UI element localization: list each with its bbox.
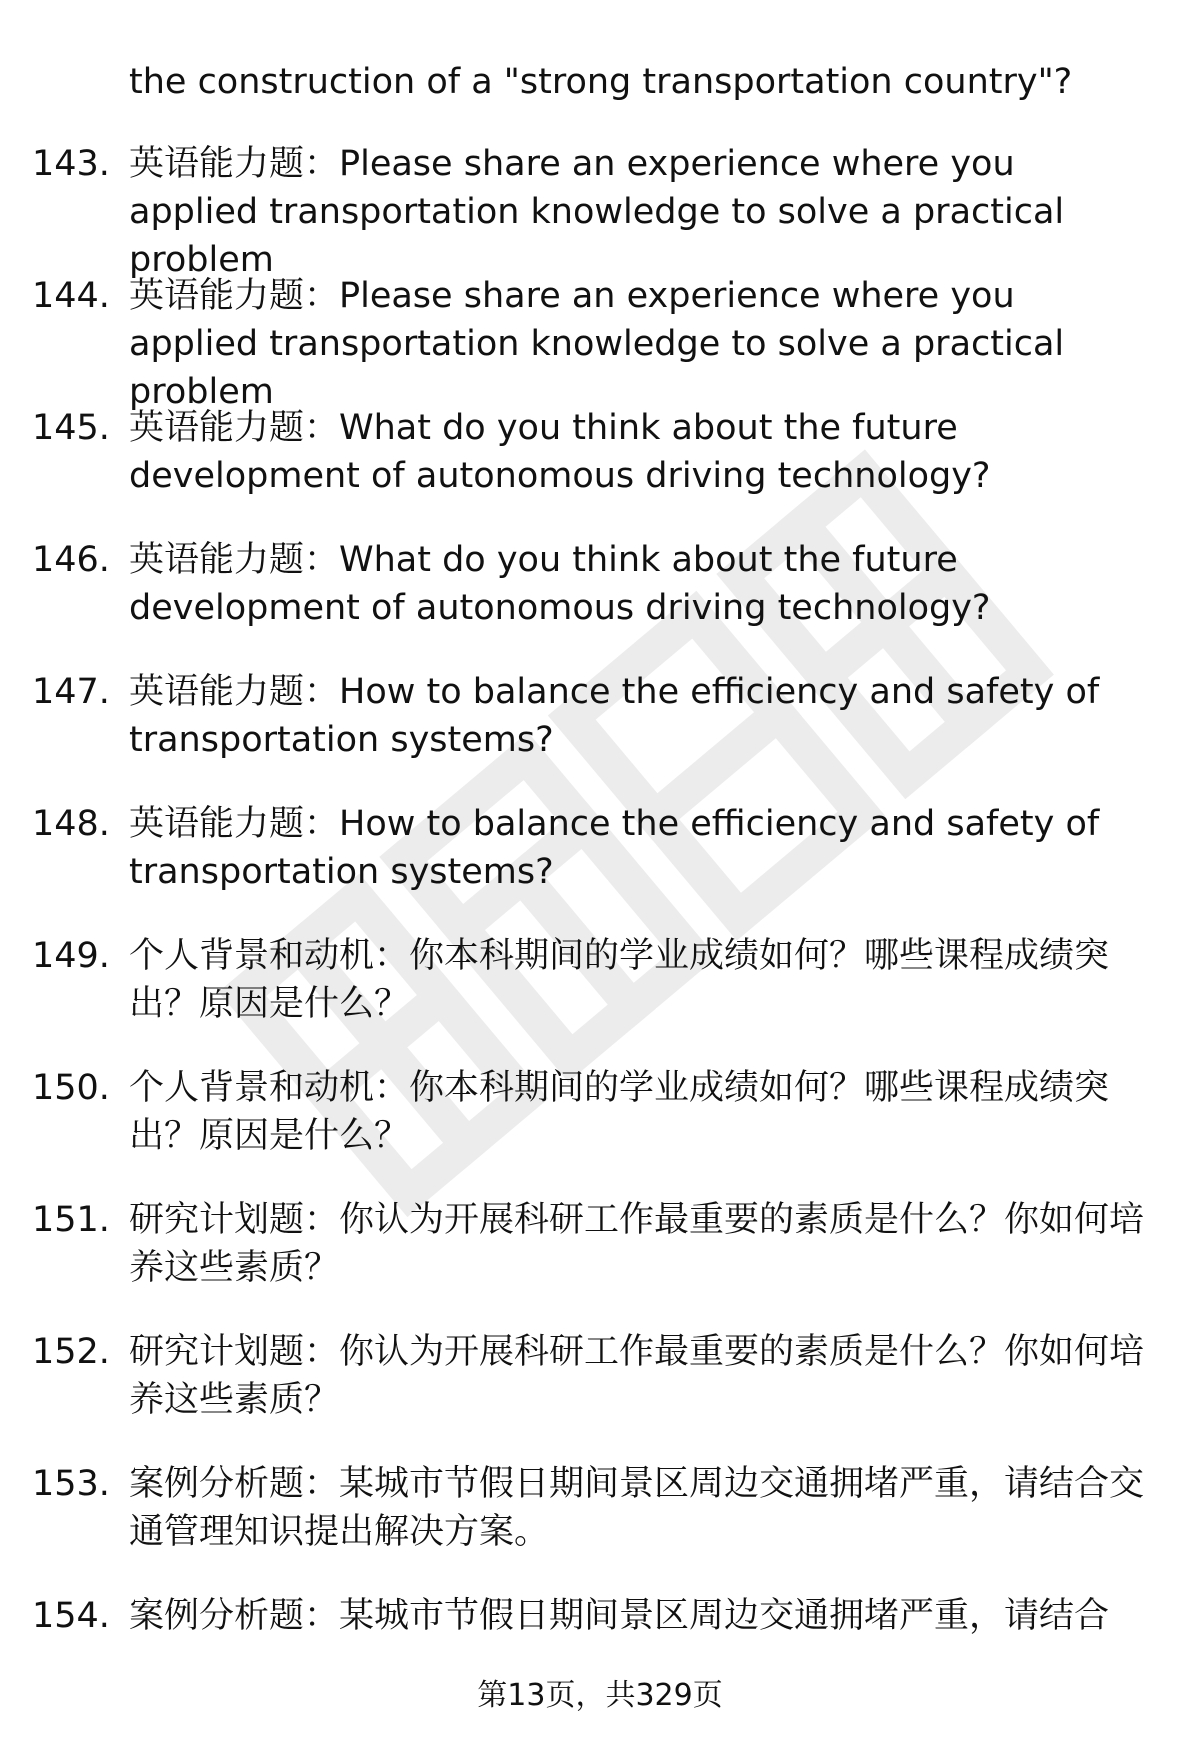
question-number: 151. (32, 1200, 110, 1240)
question-item (0, 1460, 1200, 1592)
question-item (0, 800, 1200, 932)
question-text: 英语能力题：Please share an experience where you applied transportation knowledge to solve a practical problem (129, 144, 1065, 280)
question-number: 153. (32, 1464, 110, 1504)
continuation-text: the construction of a "strong transportation country"? (129, 62, 1073, 102)
question-number: 150. (32, 1068, 110, 1108)
question-number: 143. (32, 144, 110, 184)
question-text: 英语能力题：What do you think about the future development of autonomous driving technology? (129, 540, 991, 628)
question-item (0, 1328, 1200, 1460)
question-number: 152. (32, 1332, 110, 1372)
question-item (0, 272, 1200, 412)
question-number: 145. (32, 408, 110, 448)
question-number: 154. (32, 1596, 110, 1636)
question-item (0, 536, 1200, 668)
question-number: 147. (32, 672, 110, 712)
question-list (0, 140, 1200, 1724)
question-number: 146. (32, 540, 110, 580)
question-text: 英语能力题：What do you think about the future development of autonomous driving technology? (129, 408, 991, 496)
question-text: 英语能力题：How to balance the efficiency and safety of transportation systems? (129, 672, 1100, 760)
question-number: 144. (32, 276, 110, 316)
question-text: 英语能力题：Please share an experience where you applied transportation knowledge to solve a practical problem (129, 276, 1065, 412)
question-item (0, 404, 1200, 536)
question-number: 149. (32, 936, 110, 976)
question-item (0, 1196, 1200, 1328)
question-item (0, 668, 1200, 800)
question-text: 案例分析题：某城市节假日期间景区周边交通拥堵严重，请结合交通管理知识提出解决方案。 (129, 1464, 1145, 1552)
question-text: 研究计划题：你认为开展科研工作最重要的素质是什么？你如何培养这些素质？ (129, 1332, 1145, 1420)
question-text: 案例分析题：某城市节假日期间景区周边交通拥堵严重，请结合 (129, 1596, 1110, 1636)
question-item (0, 140, 1200, 280)
question-text: 个人背景和动机：你本科期间的学业成绩如何？哪些课程成绩突出？原因是什么？ (129, 936, 1110, 1024)
page-number-footer: 第13页，共329页 (477, 1678, 723, 1713)
question-text: 研究计划题：你认为开展科研工作最重要的素质是什么？你如何培养这些素质？ (129, 1200, 1145, 1288)
question-number: 148. (32, 804, 110, 844)
question-item (0, 1064, 1200, 1196)
question-text: 个人背景和动机：你本科期间的学业成绩如何？哪些课程成绩突出？原因是什么？ (129, 1068, 1110, 1156)
question-text: 英语能力题：How to balance the efficiency and safety of transportation systems? (129, 804, 1100, 892)
question-item (0, 932, 1200, 1064)
